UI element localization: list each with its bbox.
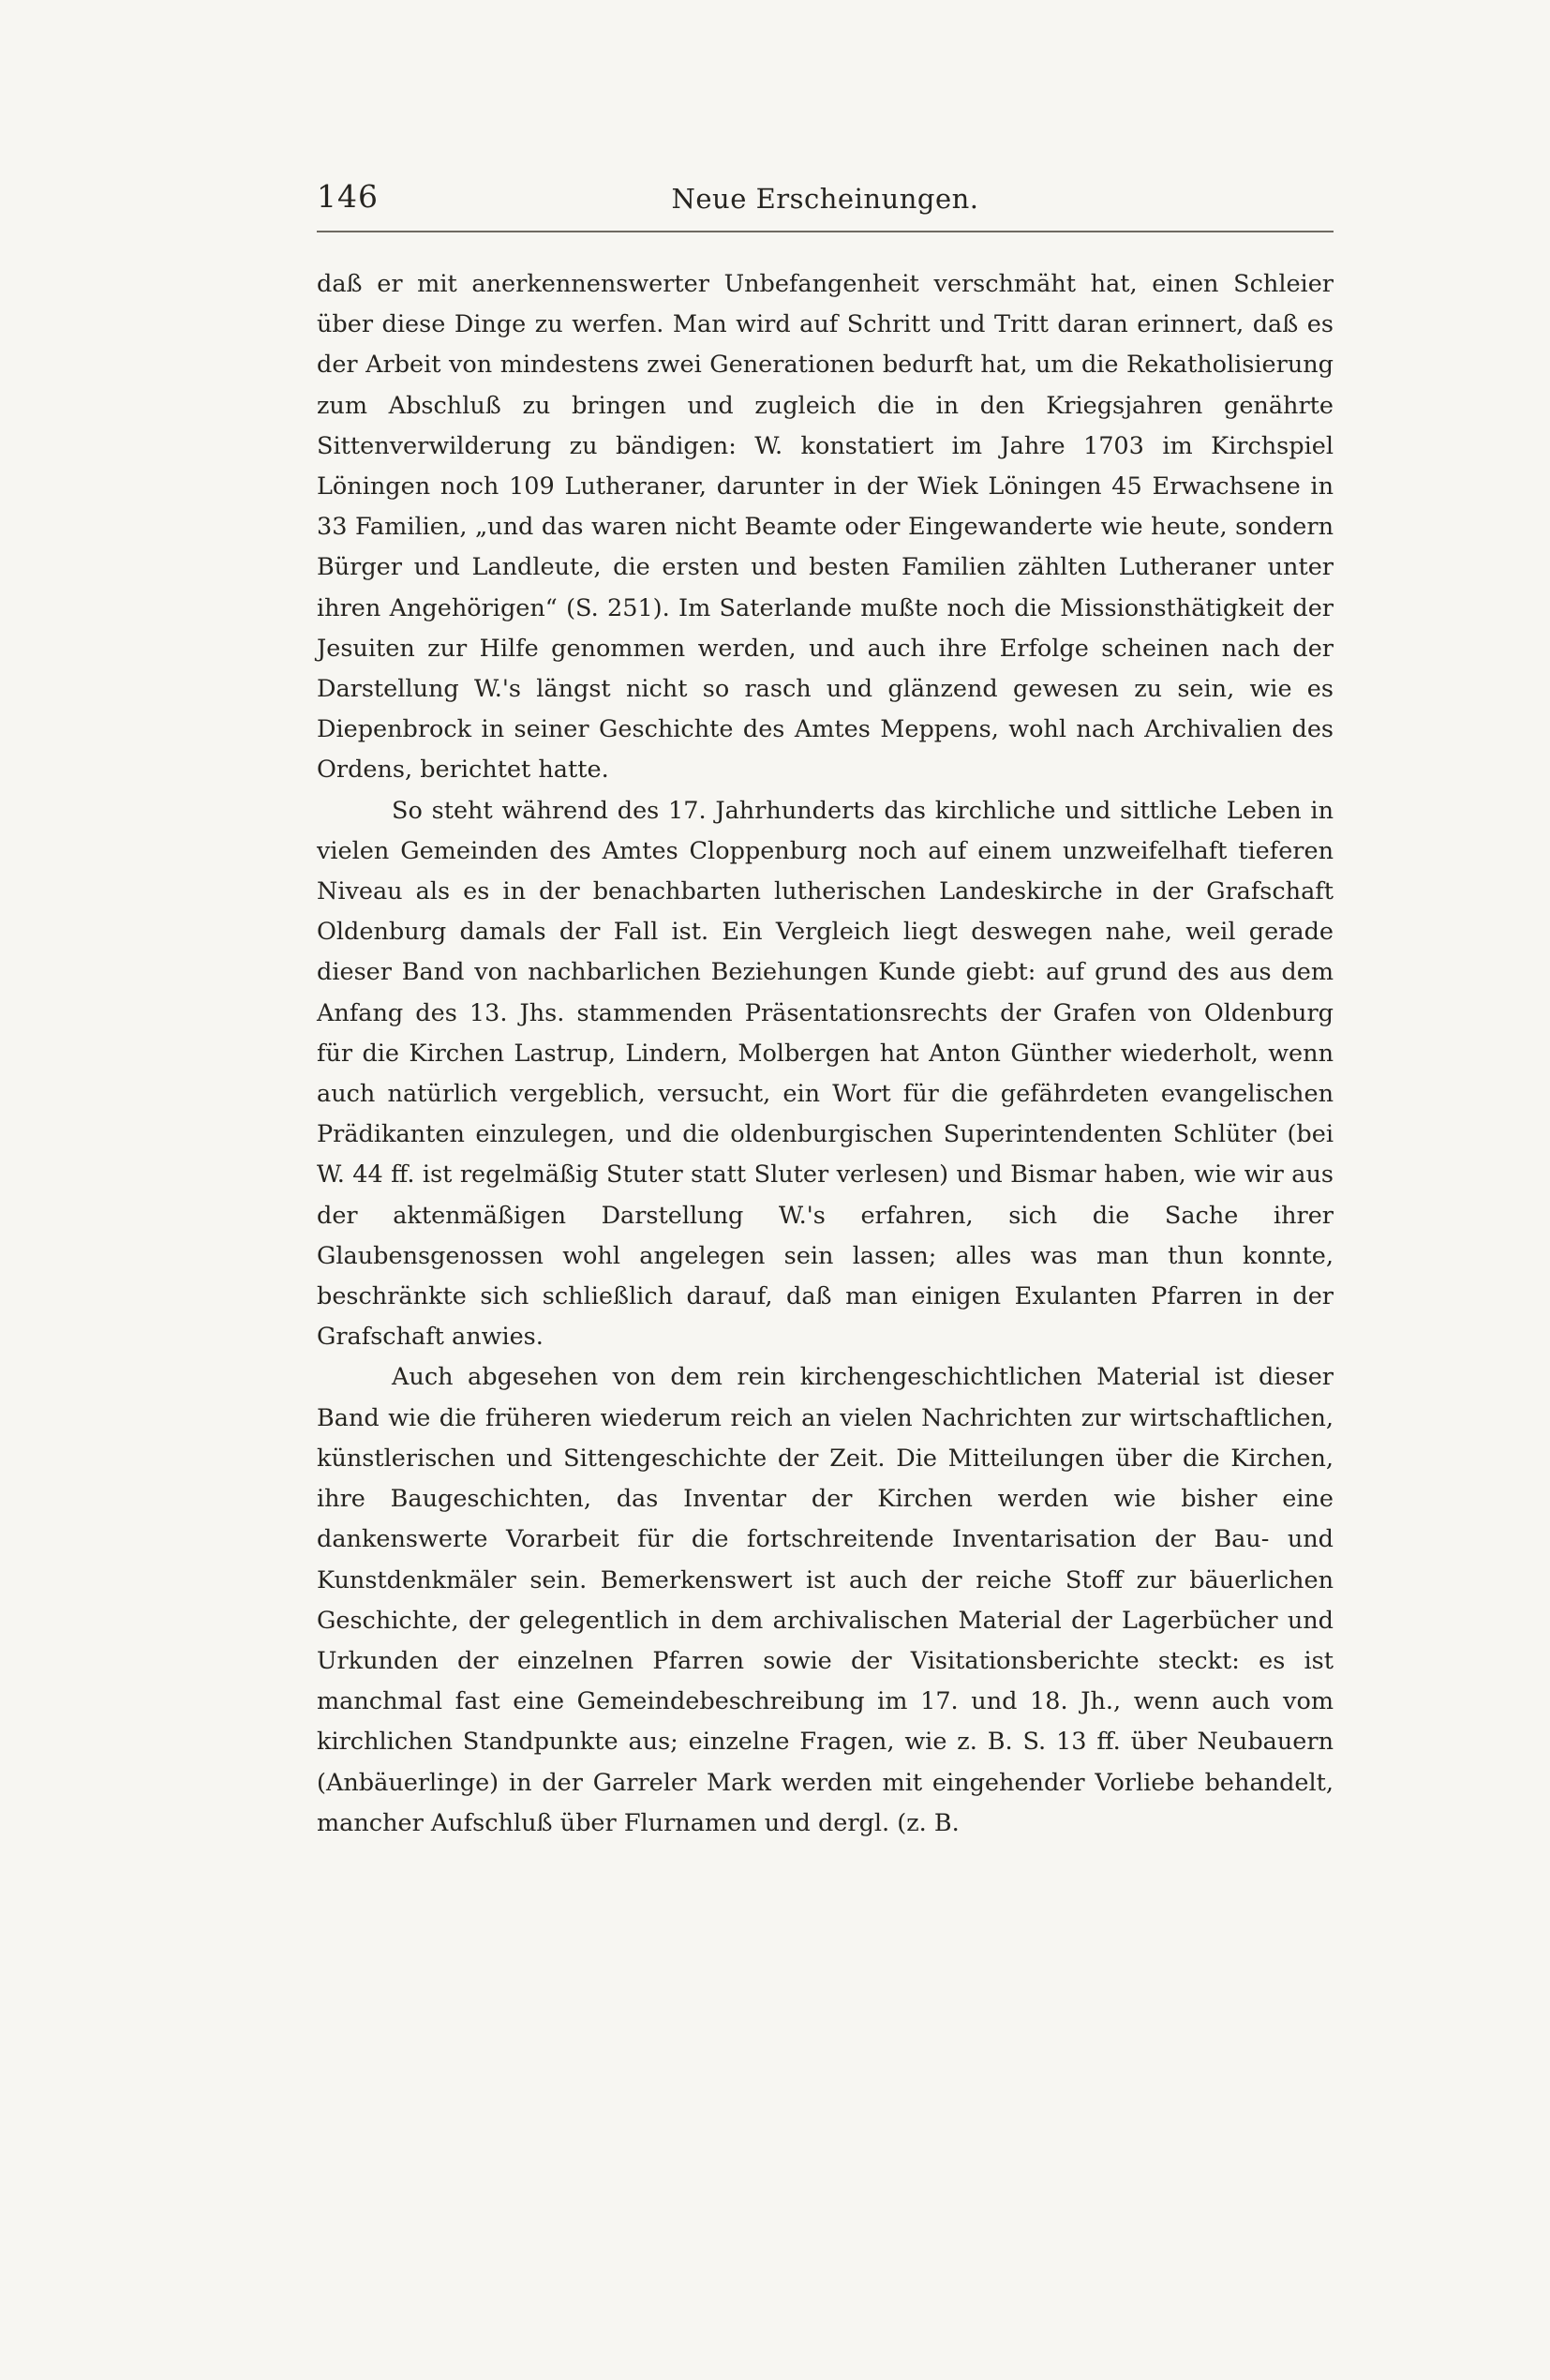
page-number: 146 bbox=[317, 178, 379, 215]
running-head: Neue Erscheinungen. bbox=[671, 183, 979, 215]
page-header bbox=[317, 178, 1334, 234]
paragraph-3: Auch abgesehen von dem rein kirchengeschichtlichen Material ist dieser Band wie die früheren wiederum reich an vielen Nachrichten zur wirtschaftlichen, künstlerischen und Sittengeschichte der Zeit. Die Mitteilungen über die Kirchen, ihre Baugeschichten, das Inventar der Kirchen werden wie bisher eine dankenswerte Vorarbeit für die fortschreitende Inventarisation der Bau- und Kunstdenkmäler sein. Bemerkenswert ist auch der reiche Stoff zur bäuerlichen Geschichte, der gelegentlich in dem archivalischen Material der Lagerbücher und Urkunden der einzelnen Pfarren sowie der Visitationsberichte steckt: es ist manchmal fast eine Gemeindebeschreibung im 17. und 18. Jh., wenn auch vom kirchlichen Standpunkte aus; einzelne Fragen, wie z. B. S. 13 ff. über Neubauern (Anbäuerlinge) in der Garreler Mark werden mit eingehender Vorliebe behandelt, mancher Aufschluß über Flurnamen und dergl. (z. B. bbox=[317, 1363, 1334, 1837]
body-text bbox=[317, 264, 1334, 1844]
paragraph-1: daß er mit anerkennenswerter Unbefangenheit verschmäht hat, einen Schleier über diese Dinge zu werfen. Man wird auf Schritt und Tritt daran erinnert, daß es der Arbeit von mindestens zwei Generationen bedurft hat, um die Rekatholisierung zum Abschluß zu bringen und zugleich die in den Kriegsjahren genährte Sittenverwilderung zu bändigen: W. konstatiert im Jahre 1703 im Kirchspiel Löningen noch 109 Lutheraner, darunter in der Wiek Löningen 45 Erwachsene in 33 Familien, „und das waren nicht Beamte oder Eingewanderte wie heute, sondern Bürger und Landleute, die ersten und besten Familien zählten Lutheraner unter ihren Angehörigen“ (S. 251). Im Saterlande mußte noch die Missionsthätigkeit der Jesuiten zur Hilfe genommen werden, und auch ihre Erfolge scheinen nach der Darstellung W.'s längst nicht so rasch und glänzend gewesen zu sein, wie es Diepenbrock in seiner Geschichte des Amtes Meppens, wohl nach Archivalien des Ordens, berichtet hatte. bbox=[317, 270, 1334, 785]
paragraph-2: So steht während des 17. Jahrhunderts das kirchliche und sittliche Leben in vielen Gemeinden des Amtes Cloppenburg noch auf einem unzweifelhaft tieferen Niveau als es in der benachbarten lutherischen Landeskirche in der Grafschaft Oldenburg damals der Fall ist. Ein Vergleich liegt deswegen nahe, weil gerade dieser Band von nachbarlichen Beziehungen Kunde giebt: auf grund des aus dem Anfang des 13. Jhs. stammenden Präsentationsrechts der Grafen von Oldenburg für die Kirchen Lastrup, Lindern, Molbergen hat Anton Günther wiederholt, wenn auch natürlich vergeblich, versucht, ein Wort für die gefährdeten evangelischen Prädikanten einzulegen, und die oldenburgischen Superintendenten Schlüter (bei W. 44 ff. ist regelmäßig Stuter statt Sluter verlesen) und Bismar haben, wie wir aus der aktenmäßigen Darstellung W.'s erfahren, sich die Sache ihrer Glaubensgenossen wohl angelegen sein lassen; alles was man thun konnte, beschränkte sich schließlich darauf, daß man einigen Exulanten Pfarren in der Grafschaft anwies. bbox=[317, 796, 1334, 1352]
header-rule bbox=[317, 231, 1334, 232]
